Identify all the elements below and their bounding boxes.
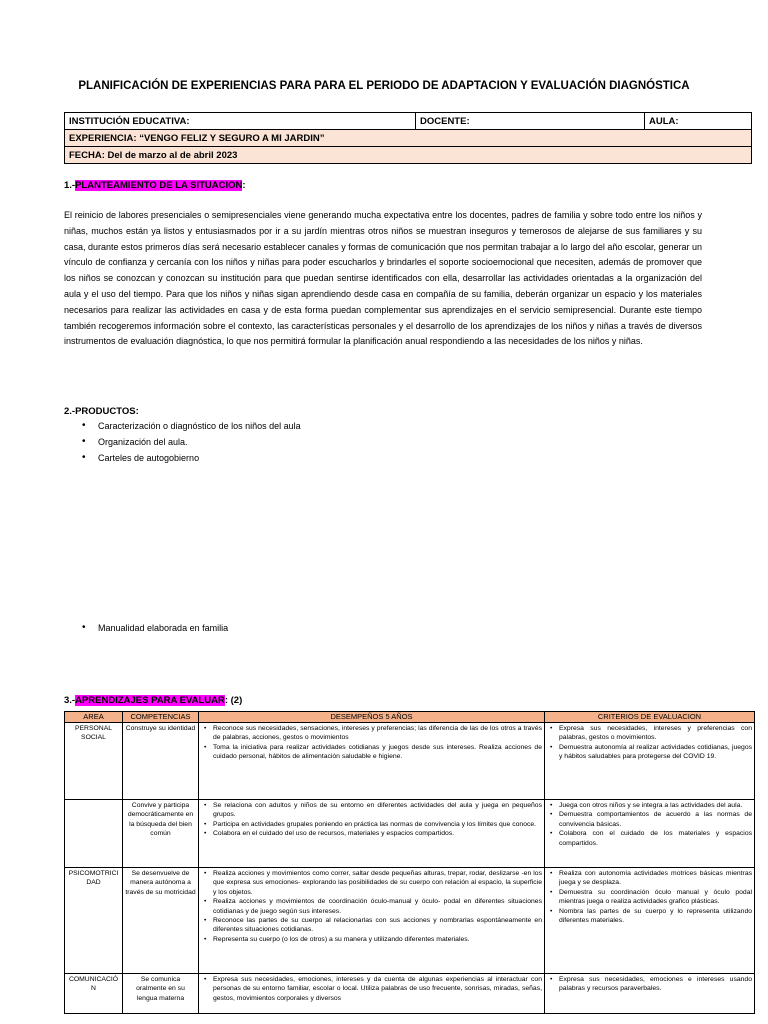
list-item: • Expresa sus necesidades, intereses y preferencias con palabras, gestos o movimientos. — [559, 724, 752, 743]
area-cell: PSICOMOTRICIDAD — [65, 868, 123, 974]
section-2-heading: 2.-PRODUCTOS: — [64, 406, 139, 417]
situation-paragraph: El reinicio de labores presenciales o semipresenciales viene generando mucha expectativa entre los docentes, padres de familia y sobre todo entre los niños y niñas, muchos están ya listos y entusiasmados por ir a su jardín mientras otros niños se muestran inseguros y temerosos de alejarse de sus familiares y su casa, durante estos primeros días será necesario establecer canales y formas de comunicación que nos permitan trabajar a lo largo del año escolar, generar un vínculo de confianza y cercanía con los niños y niñas para poder escucharlos y brindarles el soporte socioemocional que necesiten, además de promover que los niños se conozcan y conozcan su institución para que puedan sentirse identificados con ella, desarrollar las actividades orientadas a la organización del aula y el uso del tiempo. Para que los niños y niñas sigan aprendiendo desde casa en compañía de su familia, deberán organizar un espacio y los materiales necesarios para realizar las actividades en casa y de esta forma puedan complementar sus aprendizajes en el servicio semipresencial. Durante este tiempo también recogeremos información sobre el contexto, las características personales y el desarrollo de los aprendizajes de los niños y niñas a través de diversos instrumentos de evaluación diagnóstica, lo que nos permitirá formular la planificación anual respondiendo a las necesidades de los niños y niñas. — [64, 210, 702, 347]
list-item: • Expresa sus necesidades, emociones e intereses usando palabras y recursos paraverbales. — [559, 975, 752, 994]
section-3-highlight: APRENDIZAJES PARA EVALUAR — [75, 695, 225, 706]
list-item: • Toma la iniciativa para realizar actividades cotidianas y juegos desde sus intereses. Realiza acciones de cuidado personal, hábitos de alimentación saludable e higiene. — [213, 743, 542, 762]
section-1-heading: 1.-PLANTEAMIENTO DE LA SITUACION: — [64, 180, 246, 191]
header-criterios: CRITERIOS DE EVALUACION — [545, 712, 755, 723]
list-item: • Realiza acciones y movimientos como correr, saltar desde pequeñas alturas, trepar, rodar, deslizarse -en los que expresa sus emociones- explorando las posibilidades de su cuerpo con relación al espacio, la superficie y los objetos. — [213, 869, 542, 897]
list-item: • Se relaciona con adultos y niños de su entorno en diferentes actividades del aula y juega en pequeños grupos. — [213, 801, 542, 820]
table-header-row — [65, 712, 755, 723]
table-row — [65, 723, 755, 800]
list-item: • Juega con otros niños y se integra a las actividades del aula. — [559, 801, 752, 810]
header-area: AREA — [65, 712, 123, 723]
list-item: • Representa su cuerpo (o los de otros) a su manera y utilizando diferentes materiales. — [213, 935, 542, 944]
table-row — [65, 974, 755, 1014]
section-3-heading: 3.-APRENDIZAJES PARA EVALUAR: (2) — [64, 695, 243, 706]
list-item: • Manualidad elaborada en familia — [98, 620, 228, 636]
experiencia-cell: EXPERIENCIA: “VENGO FELIZ Y SEGURO A MI JARDIN” — [65, 130, 752, 147]
header-table — [64, 112, 752, 164]
criterios-cell — [545, 800, 755, 868]
list-item: • Nombra las partes de su cuerpo y lo representa utilizando diferentes materiales. — [559, 907, 752, 926]
products-list — [64, 418, 301, 466]
desempenos-cell — [199, 974, 545, 1014]
institucion-cell: INSTITUCIÓN EDUCATIVA: — [65, 113, 416, 130]
competencia-cell: Se desenvuelve de manera autónoma a través de su motricidad — [123, 868, 199, 974]
header-desempenos: DESEMPEÑOS 5 AÑOS — [199, 712, 545, 723]
list-item: • Carteles de autogobierno — [98, 450, 301, 466]
aula-cell: AULA: — [645, 113, 752, 130]
desempenos-cell — [199, 800, 545, 868]
competencia-cell: Construye su identidad — [123, 723, 199, 800]
products-list-extra — [64, 620, 228, 636]
list-item: • Organización del aula. — [98, 434, 301, 450]
criterios-cell — [545, 868, 755, 974]
list-item: • Expresa sus necesidades, emociones, intereses y da cuenta de algunas experiencias al interactuar con personas de su entorno familiar, escolar o local. Utiliza palabras de uso frecuente, sonrisas, miradas, señas, gestos, movimientos corporales y diversos — [213, 975, 542, 1003]
table-row — [65, 868, 755, 974]
area-cell: PERSONAL SOCIAL — [65, 723, 123, 800]
list-item: • Reconoce sus necesidades, sensaciones, intereses y preferencias; las diferencia de las de los otros a través de palabras, acciones, gestos o movimientos — [213, 724, 542, 743]
criterios-cell — [545, 974, 755, 1014]
desempenos-cell — [199, 868, 545, 974]
header-row-experiencia — [65, 130, 752, 147]
criterios-cell — [545, 723, 755, 800]
header-competencias: COMPETENCIAS — [123, 712, 199, 723]
list-item: • Demuestra comportamientos de acuerdo a las normas de convivencia básicas. — [559, 810, 752, 829]
header-row-fecha — [65, 147, 752, 164]
list-item: • Caracterización o diagnóstico de los niños del aula — [98, 418, 301, 434]
docente-cell: DOCENTE: — [416, 113, 645, 130]
document-title: PLANIFICACIÓN DE EXPERIENCIAS PARA PARA EL PERIODO DE ADAPTACION Y EVALUACIÓN DIAGNÓSTICA — [78, 80, 690, 92]
list-item: • Reconoce las partes de su cuerpo al relacionarlas con sus acciones y nombrarlas espontáneamente en diferentes situaciones cotidianas. — [213, 916, 542, 935]
list-item: • Realiza con autonomía actividades motrices básicas mientras juega y se desplaza. — [559, 869, 752, 888]
area-cell: COMUNICACIÓN — [65, 974, 123, 1014]
area-cell — [65, 800, 123, 868]
list-item: • Colabora con el cuidado de los materiales y espacios compartidos. — [559, 829, 752, 848]
competencia-cell: Convive y participa democráticamente en la búsqueda del bien común — [123, 800, 199, 868]
list-item: • Demuestra su coordinación óculo manual y óculo podal mientras juega o realiza actividades grafico plásticas. — [559, 888, 752, 907]
evaluation-table — [64, 711, 755, 1014]
table-row — [65, 800, 755, 868]
fecha-cell: FECHA: Del de marzo al de abril 2023 — [65, 147, 752, 164]
section-1-highlight: PLANTEAMIENTO DE LA SITUACION — [75, 180, 243, 191]
desempenos-cell — [199, 723, 545, 800]
list-item: • Realiza acciones y movimientos de coordinación óculo-manual y óculo- podal en diferentes situaciones cotidianas y de juego según sus intereses. — [213, 897, 542, 916]
header-row-top — [65, 113, 752, 130]
competencia-cell: Se comunica oralmente en su lengua materna — [123, 974, 199, 1014]
list-item: • Demuestra autonomía al realizar actividades cotidianas, juegos y hábitos saludables para protegerse del COVID 19. — [559, 743, 752, 762]
list-item: • Participa en actividades grupales poniendo en práctica las normas de convivencia y los límites que conoce. — [213, 820, 542, 829]
list-item: • Colabora en el cuidado del uso de recursos, materiales y espacios compartidos. — [213, 829, 542, 838]
